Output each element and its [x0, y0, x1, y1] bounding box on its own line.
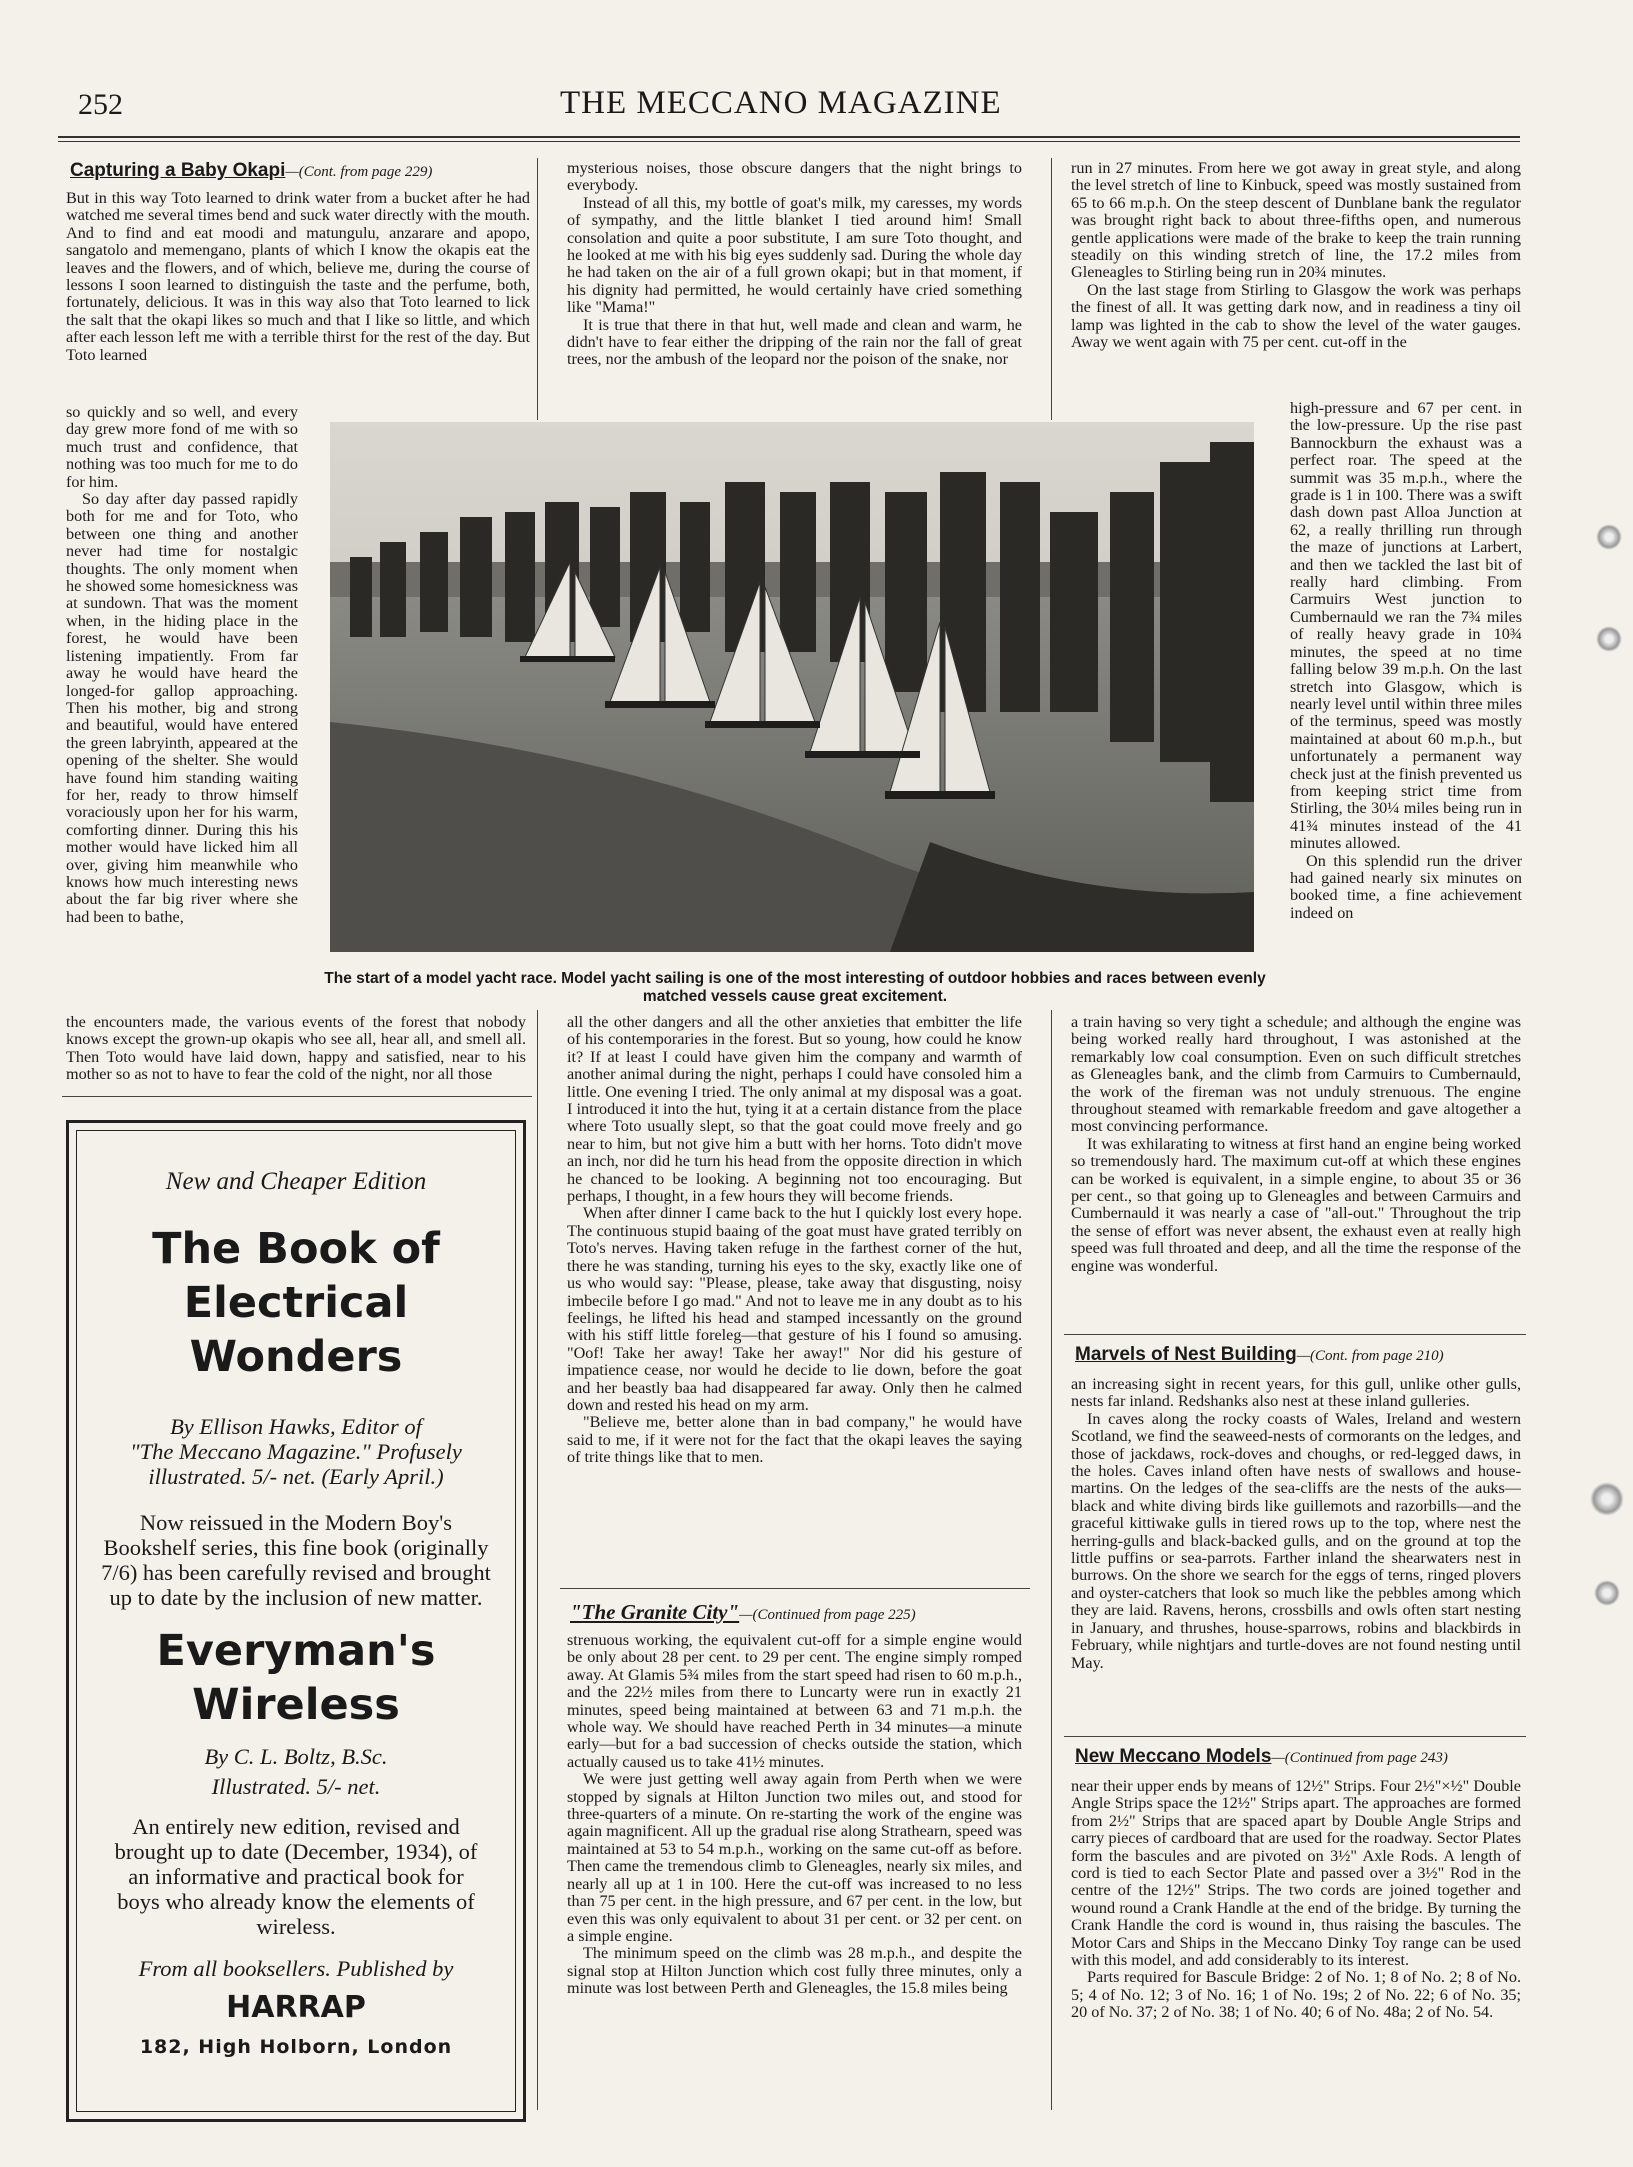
models-text: near their upper ends by means of 12½" Strips. Four 2½"×½" Double Angle Strips space the 12½" Strips apart. The approaches are formed from 2½" Strips that are spaced apart by Double Angle Strips and carry pieces of cardboard that are used for the roadway. Sector Plates form the bascules and are pivoted on 3½" Axle Rods. A length of cord is tied to each Sector Plate and passed over a 3½" Rod in the centre of the 12½" Strips. The two cords are joined together and wound round a Crank Handle at the end of the bridge. By turning the Crank Handle the cord is wound in, thus raising the bascules. The Motor Cars and Ships in the Meccano Dinky Toy range can be used with this model, and add considerably to its interest. Parts required for Bascule Bridge: 2 of No. 1; 8 of No. 2; 8 of No. 5; 4 of No. 12; 3 of No. 16; 1 of No. 19s; 2 of No. 22; 6 of No. 35; 20 of No. 37; 2 of No. 38; 1 of No. 40; 6 of No. 48a; 2 of No. 54. [1071, 1778, 1521, 2022]
yacht-race-image [330, 422, 1254, 952]
page-number: 252 [78, 88, 123, 121]
ad-book2-title-1: Everyman's [156, 1626, 436, 1676]
okapi-col2-top: mysterious noises, those obscure dangers that the night brings to everybody. Instead of all this, my bottle of goat's milk, my caresses, my words of sympathy, and the little blanket I tied around him! Small consolation and quite a poor substitute, I am sure Toto thought, and he looked at me with his big eyes suddenly sad. During the whole day he had taken on the air of a full grown okapi; but in that moment, if his dignity had permitted, he would certainly have cried something like "Mama!" It is true that there in that hut, well made and clean and warm, he didn't have to fear either the dripping of the rain nor the fall of great trees, nor the ambush of the leopard nor the poison of the snake, nor [567, 160, 1022, 369]
ad-publisher: HARRAP [226, 1990, 366, 2025]
header-rule [58, 136, 1520, 138]
section-rule [560, 1588, 1030, 1589]
ad-book1-description: Now reissued in the Modern Boy's Bookshelf series, this fine book (originally 7/6) has been carefully revised and brought up to date by the inclusion of new matter. [101, 1510, 491, 1610]
column-divider [1051, 1010, 1052, 2110]
ad-book2-price: Illustrated. 5/- net. [211, 1774, 381, 1799]
okapi-text-top: But in this way Toto learned to drink water from a bucket after he had watched me several times bend and suck water directly with the mouth. And to find and eat moodi and matungulu, anzarare and apopo, sangatolo and memengano, plants of which I know the okapis eat the leaves and the flowers, and of which, believe me, during the course of lessons I soon learned to distinguish the taste and the perfume, both, fortunately, delicious. It was in this way also that Toto learned to lick the salt that the okapi likes so much and that I like so little, and which after each lesson left me with a terrible thirst for the rest of the day. But Toto learned [66, 190, 530, 364]
okapi-col2-mid: all the other dangers and all the other anxieties that embitter the life of his contemporaries in the forest. But so young, how could he know it? If at least I could have given him the company and warmth of another animal during the night, perhaps I could have consoled him a little. One evening I tried. The only animal at my disposal was a goat. I introduced it into the hut, tying it at a certain distance from the place where Toto usually slept, so that the goat could move freely and go near to him, but not give him a butt with her horns. Toto didn't move an inch, nor did he turn his head from the opposite direction in which he chanced to be looking. A beginning not too encouraging. But perhaps, I thought, in a few hours they will become friends. When after dinner I came back to the hut I quickly lost every hope. The continuous stupid baaing of the goat must have grated terribly on Toto's nerves. Having taken refuge in the farthest corner of the hut, there he was standing, turning his eyes to the sky, exactly like one of us who would say: "Please, please, take away that disgusting, noisy imbecile before I go mad." And not to leave me in any doubt as to his feelings, he lifted his head and stamped incessantly on the ground with his stiff little foreleg—that gesture of his I found so amusing. "Oof! Take her away! Take her away!" Nor did his gesture of impatience cease, nor would he decide to lie down, before the goat and her beastly baa had disappeared far away. Only then he calmed down and rested his head on my arm. "Believe me, better alone than in bad company," he would have said to me, if it were not for the fact that the okapi leaves the saying of trite things like that to men. [567, 1014, 1022, 1467]
photo-caption: The start of a model yacht race. Model yacht sailing is one of the most interesting of outdoor hobbies and races between evenly matched vessels cause great excitement. [324, 970, 1266, 1005]
ad-book2-description: An entirely new edition, revised and brought up to date (December, 1934), of an informative and practical book for boys who already know the elements of wireless. [114, 1814, 478, 1939]
okapi-text-bottom: the encounters made, the various events of the forest that nobody knows except the grown-up okapis who see all, hear all, and smell all. Then Toto would have laid down, happy and satisfied, near to his mother so as not to have to fear the cold of the night, nor all those [66, 1014, 526, 1084]
granite-col2-text: strenuous working, the equivalent cut-off for a simple engine would be only about 28 per cent. to 29 per cent. The engine simply romped away. At Glamis 5¾ miles from the start speed had risen to 60 m.p.h., and the 22½ miles from there to Luncarty were run in exactly 21 minutes, speed being maintained at between 63 and 71 m.p.h. the whole way. We should have reached Perth in 34 minutes—a minute early—but for a bad succession of checks outside the station, which actually caused us to take 41½ minutes. We were just getting well away again from Perth when we were stopped by signals at Hilton Junction two miles out, and stood for three-quarters of a minute. On re-starting the work of the engine was again magnificent. All up the gradual rise along Strathearn, speed was maintained at 53 to 54 m.p.h., working on the same cut-off as before. Then came the tremendous climb to Gleneagles, nearly six miles, and nearly all up at 1 in 100. Here the cut-off was increased to no less than 75 per cent. in the high pressure, and 67 per cent. in the low, but even this was only equivalent to about 31 per cent. or 32 per cent. on a simple engine. The minimum speed on the climb was 28 m.p.h., and despite the signal stop at Hilton Junction which cost fully three minutes, only a minute was lost between Perth and Gleneagles, the 15.8 miles being [567, 1632, 1022, 1998]
ad-edition: New and Cheaper Edition [165, 1168, 427, 1195]
granite-col3-mid: a train having so very tight a schedule; and although the engine was being worked really hard throughout, I was astonished at the remarkably low coal consumption. Even on such difficult stretches as Gleneagles bank, and the climb from Carmuirs to Cumbernauld, the work of the fireman was not unduly strenuous. The engine throughout steamed with remarkable freedom and gave altogether a most convincing performance. It was exhilarating to witness at first hand an engine being worked so tremendously hard. The maximum cut-off at which these engines can be worked is equivalent, in a simple engine, to about 35 or 36 per cent., so that going up to Gleneagles and between Carmuirs and Cumbernauld it was nearly a case of "all-out." Throughout the trip the sense of effort was never absent, the exhaust even at really high speed was full throated and deep, and all the time the response of the engine was wonderful. [1071, 1014, 1521, 1275]
column-divider [537, 158, 538, 420]
ad-book1-title-1: The Book of [152, 1224, 440, 1274]
ad-book1-byline-2: "The Meccano Magazine." Profusely [130, 1439, 462, 1464]
column-divider [537, 1010, 538, 2110]
okapi-title: Capturing a Baby Okapi [70, 160, 286, 181]
models-continued: —(Continued from page 243) [1271, 1750, 1448, 1766]
yacht-race-photo [330, 422, 1254, 952]
granite-heading [570, 1600, 1030, 1625]
magazine-title: THE MECCANO MAGAZINE [560, 85, 1002, 121]
okapi-continued: —(Cont. from page 229) [285, 164, 433, 180]
granite-continued: —(Continued from page 225) [739, 1607, 916, 1623]
granite-title: "The Granite City" [570, 1600, 740, 1624]
punch-hole-mark [1594, 1580, 1620, 1606]
models-title: New Meccano Models [1075, 1746, 1272, 1767]
section-rule [62, 1096, 532, 1097]
okapi-heading [70, 160, 530, 182]
granite-col3-top: run in 27 minutes. From here we got away in great style, and along the level stretch of line to Kinbuck, speed was mostly sustained from 65 to 66 m.p.h. On the steep descent of Dunblane bank the regulator was brought right back to about three-fifths open, and numerous gentle applications were made of the brake to keep the train running steadily on this winding stretch of line, the 17.2 miles from Gleneagles to Stirling being run in 20¾ minutes. On the last stage from Stirling to Glasgow the work was perhaps the finest of all. It was getting dark now, and in readiness a tiny oil lamp was lighted in the cab to show the level of the water gauges. Away we went again with 75 per cent. cut-off in the [1071, 160, 1521, 352]
ad-book1-title-2: Electrical [183, 1278, 409, 1328]
column-divider [1051, 158, 1052, 420]
nest-title: Marvels of Nest Building [1075, 1344, 1297, 1365]
ad-book1-byline-3: illustrated. 5/- net. (Early April.) [148, 1464, 444, 1489]
nest-text: an increasing sight in recent years, for this gull, unlike other gulls, nests far inland. Redshanks also nest at these inland gulleries. In caves along the rocky coasts of Wales, Ireland and western Scotland, we find the seaweed-nests of cormorants on the ledges, and those of jackdaws, rock-doves and choughs, or red-legged daws, in the holes. Caves inland often have nests of swallows and house-martins. On the ledges of the sea-cliffs are the nests of the auks—black and white diving birds like guillemots and razorbills—and the graceful kittiwake gulls in tiered rows up to the top, where nest the herring-gulls and black-backed gulls, and on the ground at top the little puffins or sea-parrots. Farther inland the shearwaters nest in burrows. On the shore we search for the eggs of terns, ringed plovers and oyster-catchers that look so much like the pebbles among which they are laid. Ravens, herons, crossbills and owls often start nesting in January, and thrushes, house-sparrows, robins and blackbirds in February, while nightjars and turtle-doves are not found nesting until May. [1071, 1376, 1521, 1672]
punch-hole-mark [1596, 524, 1622, 550]
granite-col3-side: high-pressure and 67 per cent. in the low-pressure. Up the rise past Bannockburn the exhaust was a perfect roar. The speed at the summit was 35 m.p.h., where the grade is 1 in 100. There was a swift dash down past Alloa Junction at 62, a really thrilling run through the maze of junctions at Larbert, and then we tackled the last bit of really hard climbing. From Carmuirs West junction to Cumbernauld we ran the 7¾ miles of really heavy grade in 10¾ minutes, the speed at no time falling below 39 m.p.h. On the last stretch into Glasgow, which is nearly level until within three miles of the terminus, speed was mostly maintained at about 60 m.p.h., but unfortunately a permanent way check just at the finish prevented us from keeping strict time from Stirling, the 30¼ miles being run in 41¾ minutes instead of the 41 minutes allowed. On this splendid run the driver had gained nearly six minutes on booked time, a fine achievement indeed on [1290, 400, 1522, 922]
nest-continued: —(Cont. from page 210) [1296, 1348, 1444, 1364]
okapi-text-side: so quickly and so well, and every day grew more fond of me with so much trust and confidence, that nothing was too much for me to do for him. So day after day passed rapidly both for me and for Toto, who between one thing and another never had time for nostalgic thoughts. The only moment when he showed some homesickness was at sundown. That was the moment when, in the hiding place in the forest, he would have been listening impatiently. From far away he would have heard the longed-for gallop approaching. Then his mother, big and strong and beautiful, would have entered the green labryinth, appeared at the opening of the shelter. She would have found him standing waiting for her, ready to throw himself voraciously upon her for his warm, comforting dinner. During this his mother would have licked him all over, giving him meanwhile who knows how much interesting news about the far big river where she had been to bathe, [66, 404, 298, 926]
ad-book2-byline: By C. L. Boltz, B.Sc. [204, 1744, 388, 1769]
section-rule [1064, 1334, 1526, 1335]
header-rule-thin [58, 141, 1520, 142]
ad-book1-title-3: Wonders [189, 1332, 403, 1382]
models-heading [1075, 1746, 1525, 1768]
ad-book2-title-2: Wireless [192, 1680, 400, 1730]
punch-hole-mark [1596, 626, 1622, 652]
section-rule [1064, 1736, 1526, 1737]
ad-sellers: From all booksellers. Published by [138, 1956, 454, 1981]
punch-hole-mark [1590, 1482, 1624, 1516]
nest-heading [1075, 1344, 1525, 1366]
ad-address: 182, High Holborn, London [139, 2036, 453, 2058]
ad-book1-byline: By Ellison Hawks, Editor of [170, 1414, 422, 1439]
